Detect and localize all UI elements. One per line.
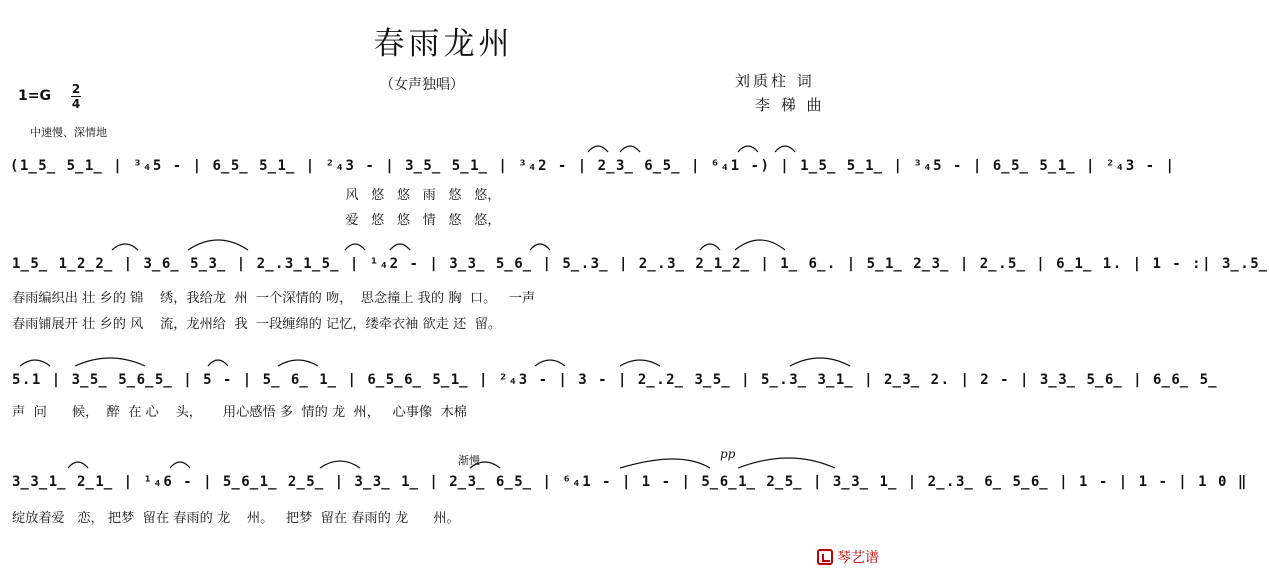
lyrics-line-3: 声 问 候， 醉 在 心 头， 用心感悟 多 情的 龙 州， 心事像 木棉 (12, 405, 467, 420)
notation-line-3: 5.1 | 3̲5̲ 5̲6̲5̲ | 5 - | 5̲ 6̲ 1̲ | 6̲5̲6̲ 5̲1̲ | ²₄3 - | 3 - | 2̲.2̲ 3̲5̲ | 5̲.3̲ 3̲1̲ | 2̲3̲ 2. | 2 - | 3̲3̲ 5̲6̲ | 6̲6̲ 5̲ (12, 372, 1219, 388)
music-score-logo-icon (817, 549, 833, 565)
page-title: 春雨龙州 (373, 26, 514, 62)
dynamic-marking: pp (720, 447, 736, 461)
subtitle: （女声独唱） (380, 77, 464, 93)
notation-line-2: 1̲5̲ 1̲2̲2̲ | 3̲6̲ 5̲3̲ | 2̲.3̲1̲5̲ | ¹₄2 - | 3̲3̲ 5̲6̲ | 5̲.3̲ | 2̲.3̲ 2̲1̲2̲ | 1̲ 6̲. | 5̲1̲ 2̲3̲ | 2̲.5̲ | 6̲1̲ 1. | 1 - :| 3̲.5̲ (12, 256, 1269, 272)
notation-line-1: (1̲5̲ 5̲1̲ | ³₄5 - | 6̲5̲ 5̲1̲ | ²₄3 - | 3̲5̲ 5̲1̲ | ³₄2 - | 2̲3̲ 6̲5̲ | ⁶₄1 -) | 1̲5̲ 5̲1̲ | ³₄5 - | 6̲5̲ 5̲1̲ | ²₄3 - | (10, 158, 1176, 174)
lyrics-line-1-verse-1: 风 悠 悠 雨 悠 悠， (10, 188, 501, 203)
tempo-marking: 中速慢、深情地 (30, 126, 107, 139)
key-signature: 1=G (18, 88, 51, 104)
time-signature-top: 2 (71, 82, 81, 96)
time-signature (71, 83, 81, 110)
watermark-text: 琴艺谱 (837, 550, 879, 566)
composer-credit: 李 稊 曲 (755, 96, 825, 114)
lyrics-line-2-verse-1: 春雨编织出 壮 乡的 锦 绣，我给龙 州 一个深情的 吻， 思念撞上 我的 胸 口。 一声 (12, 291, 536, 306)
slow-down-marking: 渐慢 (458, 454, 480, 467)
lyrics-line-2-verse-2: 春雨铺展开 壮 乡的 风 流，龙州给 我 一段缠绵的 记忆，缕牵衣袖 欲走 还 留。 (12, 317, 502, 332)
watermark (817, 547, 879, 567)
notation-line-4: 3̲3̲1̲ 2̲1̲ | ¹₄6 - | 5̲6̲1̲ 2̲5̲ | 3̲3̲ 1̲ | 2̲3̲ 6̲5̲ | ⁶₄1 - | 1 - | 5̲6̲1̲ 2̲5̲ | 3̲3̲ 1̲ | 2̲.3̲ 6̲ 5̲6̲ | 1 - | 1 - | 1 0 ‖ (12, 474, 1248, 490)
lyricist-credit: 刘质柱 词 (735, 72, 815, 90)
lyrics-line-1-verse-2: 爱 悠 悠 情 悠 悠， (10, 213, 501, 228)
time-signature-bottom: 4 (71, 97, 81, 111)
lyrics-line-4: 绽放着爱 恋， 把梦 留在 春雨的 龙 州。 把梦 留在 春雨的 龙 州。 (12, 511, 460, 526)
